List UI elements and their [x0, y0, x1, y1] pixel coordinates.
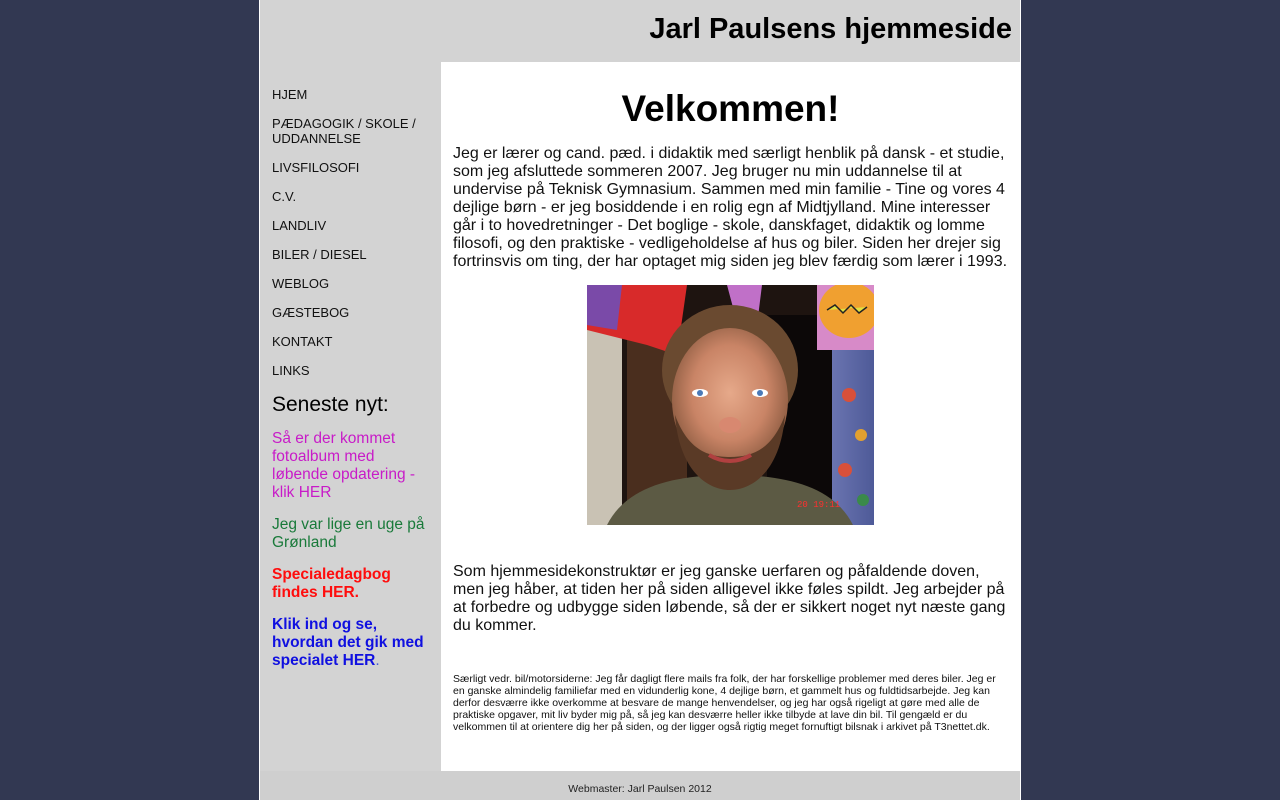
page-container	[259, 0, 1021, 800]
portrait-photo	[587, 285, 874, 525]
car-notice-paragraph: Særligt vedr. bil/motorsiderne: Jeg får dagligt flere mails fra folk, der har forskellige problemer med deres biler. Jeg er en ganske almindelig familiefar med en vidunderlig kone, 4 dejlige børn, et gammelt hus og fuldtidsarbejde. Jeg kan derfor desværre ikke overkomme at besvare de mange henvendelser, og jeg har også rigeligt at gøre med alle de praktiske opgaver, mit liv byder mig på, så jeg kan desværre heller ikke tilbyde at lave din bil. Til gengæld er du velkommen til at orientere dig her på siden, og der ligger også rigtig meget fornuftigt bilsnak i arkivet på T3nettet.dk.	[453, 673, 996, 733]
news-heading: Seneste nyt:	[272, 393, 389, 416]
nav-item-gaestebog[interactable]: GÆSTEBOG	[272, 305, 350, 320]
sidebar	[260, 62, 441, 771]
site-header	[260, 0, 1020, 62]
news-section	[272, 392, 434, 684]
nav-item-landliv[interactable]: LANDLIV	[272, 218, 327, 233]
nav-item-paedagogik[interactable]: PÆDAGOGIK / SKOLE / UDDANNELSE	[272, 116, 416, 146]
news-trailing-period: .	[375, 652, 380, 669]
footer-credit: Webmaster: Jarl Paulsen 2012	[568, 783, 712, 795]
nav-item-weblog[interactable]: WEBLOG	[272, 276, 330, 291]
intro-paragraph: Jeg er lærer og cand. pæd. i didaktik med særligt henblik på dansk - et studie, som jeg afsluttede sommeren 2007. Jeg bruger nu min uddannelse til at undervise på Teknisk Gymnasium. Sammen med min familie - Tine og vores 4 dejlige børn - er jeg bosiddende i en rolig egn af Midtjylland. Mine interesser går i to hovedretninger - Det boglige - skole, danskfaget, didaktik og lomme filosofi, og den praktiske - vedligeholdelse af hus og biler. Siden her drejer sig fortrinsvis om ting, der har optaget mig siden jeg blev færdig som lærer i 1993.	[453, 145, 1008, 270]
main-content	[441, 62, 1020, 771]
news-link-fotoalbum[interactable]: Så er der kommet fotoalbum med løbende opdatering - klik HER	[272, 430, 416, 501]
news-link-specialet[interactable]: Klik ind og se, hvordan det gik med specialet HER	[272, 616, 424, 669]
portrait-image	[587, 285, 874, 525]
outro-paragraph: Som hjemmesidekonstruktør er jeg ganske uerfaren og påfaldende doven, men jeg håber, at tiden her på siden alligevel ikke føles spildt. Jeg arbejder på at forbedre og udbygge siden løbende, så der er sikkert noget nyt næste gang du kommer.	[453, 563, 1006, 634]
news-item-specialet	[272, 616, 434, 670]
nav-item-hjem[interactable]: HJEM	[272, 87, 308, 102]
nav-item-kontakt[interactable]: KONTAKT	[272, 334, 333, 349]
photo-timestamp: 20 19:11	[797, 500, 841, 510]
nav-item-cv[interactable]: C.V.	[272, 189, 297, 204]
welcome-heading: Velkommen!	[621, 88, 840, 129]
main-navigation	[272, 87, 432, 392]
news-link-groenland[interactable]: Jeg var lige en uge på Grønland	[272, 516, 425, 551]
news-link-specialedagbog[interactable]: Specialedagbog findes HER.	[272, 566, 391, 601]
site-title: Jarl Paulsens hjemmeside	[649, 13, 1012, 45]
nav-item-links[interactable]: LINKS	[272, 363, 310, 378]
nav-item-biler-diesel[interactable]: BILER / DIESEL	[272, 247, 367, 262]
nav-item-livsfilosofi[interactable]: LIVSFILOSOFI	[272, 160, 360, 175]
site-footer	[260, 771, 1020, 800]
